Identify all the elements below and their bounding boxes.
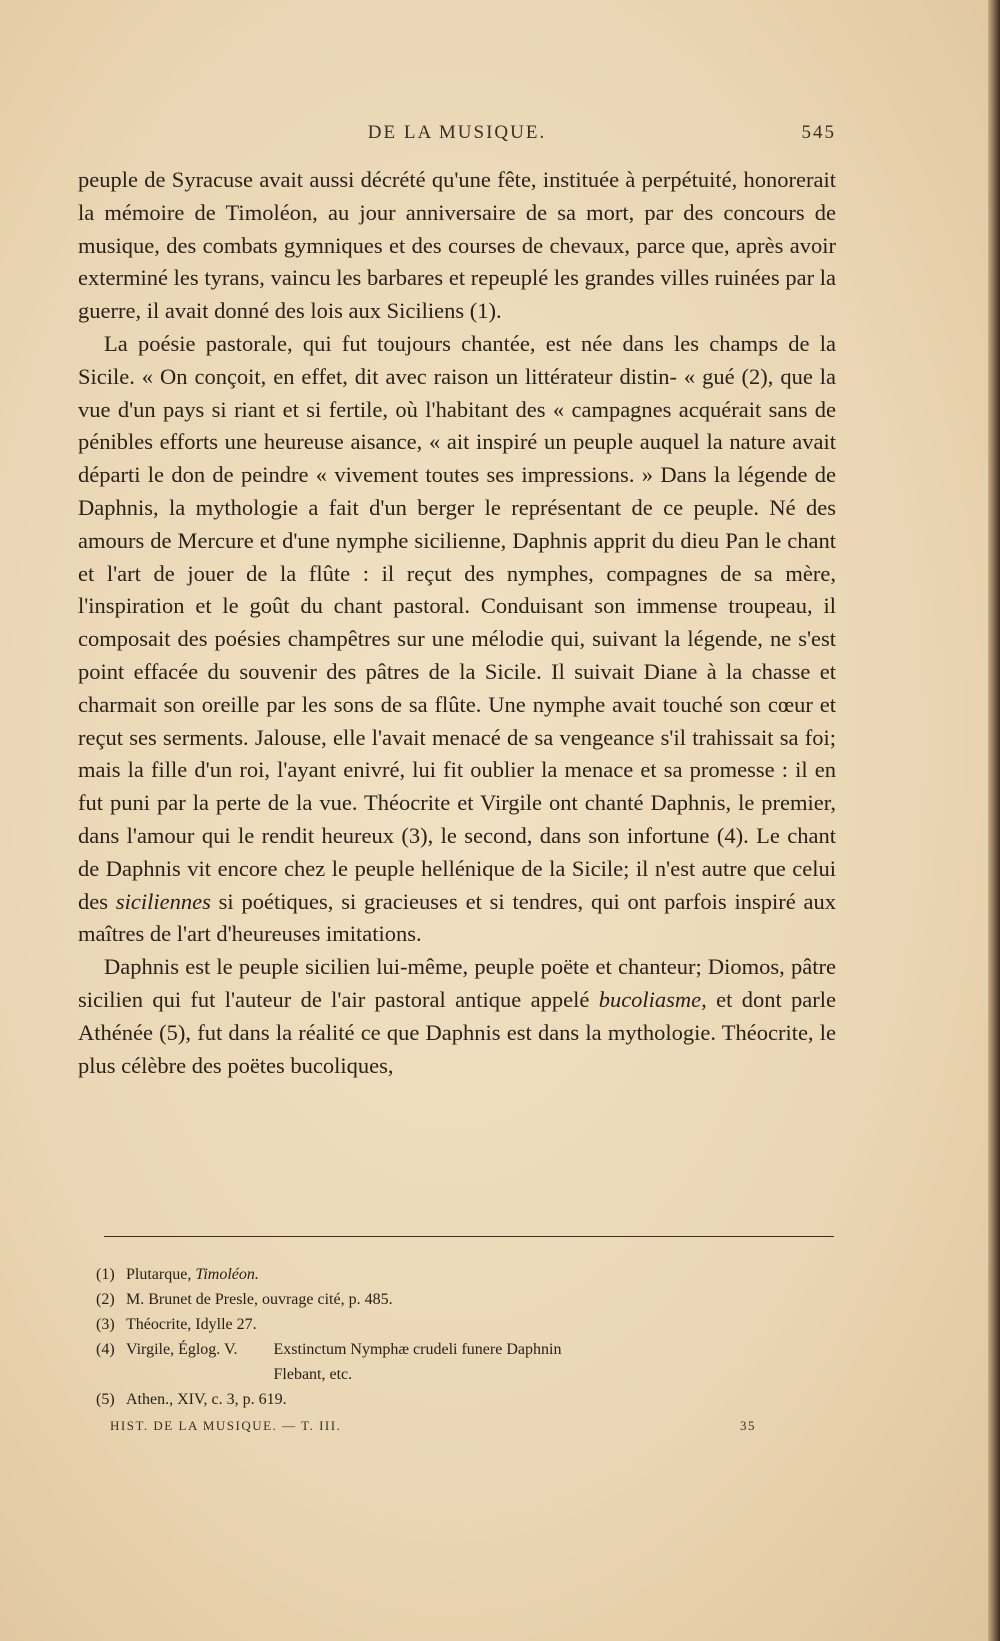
text-run: si poétiques, si gracieuses et si tendres, qui ont parfois inspiré aux maîtres de l'art d'heureuses imitations.	[78, 888, 837, 947]
running-head	[78, 122, 836, 152]
running-head-title: DE LA MUSIQUE.	[367, 122, 547, 143]
text-run: Daphnis est le peuple sicilien lui-même, peuple poëte et chanteur; Diomos, pâtre sicilien qui fut l'auteur de l'air pastoral antique appelé	[78, 954, 836, 1012]
quotation-line-2: Flebant, etc.	[273, 1366, 353, 1383]
footnote	[96, 1312, 836, 1337]
paragraph	[78, 951, 836, 1082]
footnote-source: Plutarque,	[126, 1266, 196, 1283]
footnote-text	[126, 1337, 836, 1387]
footnote-text	[126, 1287, 836, 1312]
footnote-source: Virgile, Églog. V.	[126, 1341, 238, 1358]
footnote-number: (1)	[96, 1266, 115, 1283]
page-number: 545	[801, 122, 836, 143]
footnote-number: (4)	[96, 1341, 115, 1358]
text-run: La poésie pastorale, qui fut toujours chantée, est née dans les champs de la Sicile. « On conçoit, en effet, dit avec raison un littérateur distin- « gué (2), que la vue d'un pays si riant et si fertile, où l'habitant des « campagnes acquérait sans de pénibles efforts une heureuse aisance, « ait inspiré un peuple auquel la nature avait départi le don de peindre « vivement toutes ses impressions. » Dans la légende de Daphnis, la mythologie a fait d'un berger le représentant de ce peuple. Né des amours de Mercure et d'une nymphe sicilienne, Daphnis apprit du dieu Pan le chant et l'art de jouer de la flûte : il reçut des nymphes, compagnes de sa mère, l'inspiration et le goût du chant pastoral. Conduisant son immense troupeau, il composait des poésies champêtres sur une mélodie qui, suivant la légende, ne s'est point effacée du souvenir des pâtres de la Sicile. Il suivait Diane à la chasse et charmait son oreille par les sons de sa flûte. Une nymphe avait touché son cœur et reçut ses serments. Jalouse, elle l'avait menacé de sa vengeance s'il trahissait sa foi; mais la fille d'un roi, l'ayant enivré, lui fit oublier la menace et sa promesse : il en fut puni par la perte de la vue. Théocrite et Virgile ont chanté Daphnis, le premier, dans l'amour qui le rendit heureux (3), le second, dans son infortune (4). Le chant de Daphnis vit encore chez le peuple hellénique de la Sicile; il n'est autre que celui des	[78, 330, 836, 914]
footnote-number: (2)	[96, 1291, 115, 1308]
page-edge-shadow	[988, 0, 1000, 1641]
footnote	[96, 1287, 836, 1312]
footnote-italic: Timoléon.	[195, 1266, 259, 1283]
quotation-line-1: Exstinctum Nymphæ crudeli funere Daphnin	[273, 1341, 562, 1358]
body-text	[78, 164, 836, 1082]
footnote-source: Athen., XIV, c. 3, p. 619.	[126, 1391, 287, 1408]
footnote-text	[126, 1262, 836, 1287]
signature-line	[110, 1418, 756, 1440]
footnote-source: Théocrite, Idylle 27.	[126, 1316, 257, 1333]
footnote	[96, 1387, 836, 1412]
footnote-source: M. Brunet de Presle, ouvrage cité, p. 485.	[126, 1291, 393, 1308]
footnote-number: (5)	[96, 1391, 115, 1408]
italic-term: bucoliasme,	[598, 986, 707, 1012]
footnote-quotation	[274, 1337, 562, 1387]
paragraph	[78, 164, 836, 328]
text-run: et dont parle Athénée (5), fut dans la réalité ce que Daphnis est dans la mythologie. Théocrite, le plus célèbre des poëtes bucoliques,	[78, 986, 836, 1078]
footnote-rule	[104, 1236, 834, 1237]
footnotes	[96, 1262, 836, 1412]
book-title-footer: HIST. DE LA MUSIQUE. — T. III.	[110, 1418, 342, 1433]
paragraph	[78, 328, 836, 951]
footnote-number: (3)	[96, 1316, 115, 1333]
footnote	[96, 1262, 836, 1287]
footnote-text	[126, 1387, 836, 1412]
text-run: peuple de Syracuse avait aussi décrété qu'une fête, instituée à perpétuité, honorerait la mémoire de Timoléon, au jour anniversaire de sa mort, par des concours de musique, des combats gymniques et des courses de chevaux, parce que, après avoir exterminé les tyrans, vaincu les barbares et repeuplé les grandes villes ruinées par la guerre, il avait donné des lois aux Siciliens (1).	[78, 167, 836, 324]
italic-term: siciliennes	[115, 888, 211, 914]
signature-mark: 35	[740, 1418, 756, 1433]
footnote	[96, 1337, 836, 1387]
footnote-text	[126, 1312, 836, 1337]
